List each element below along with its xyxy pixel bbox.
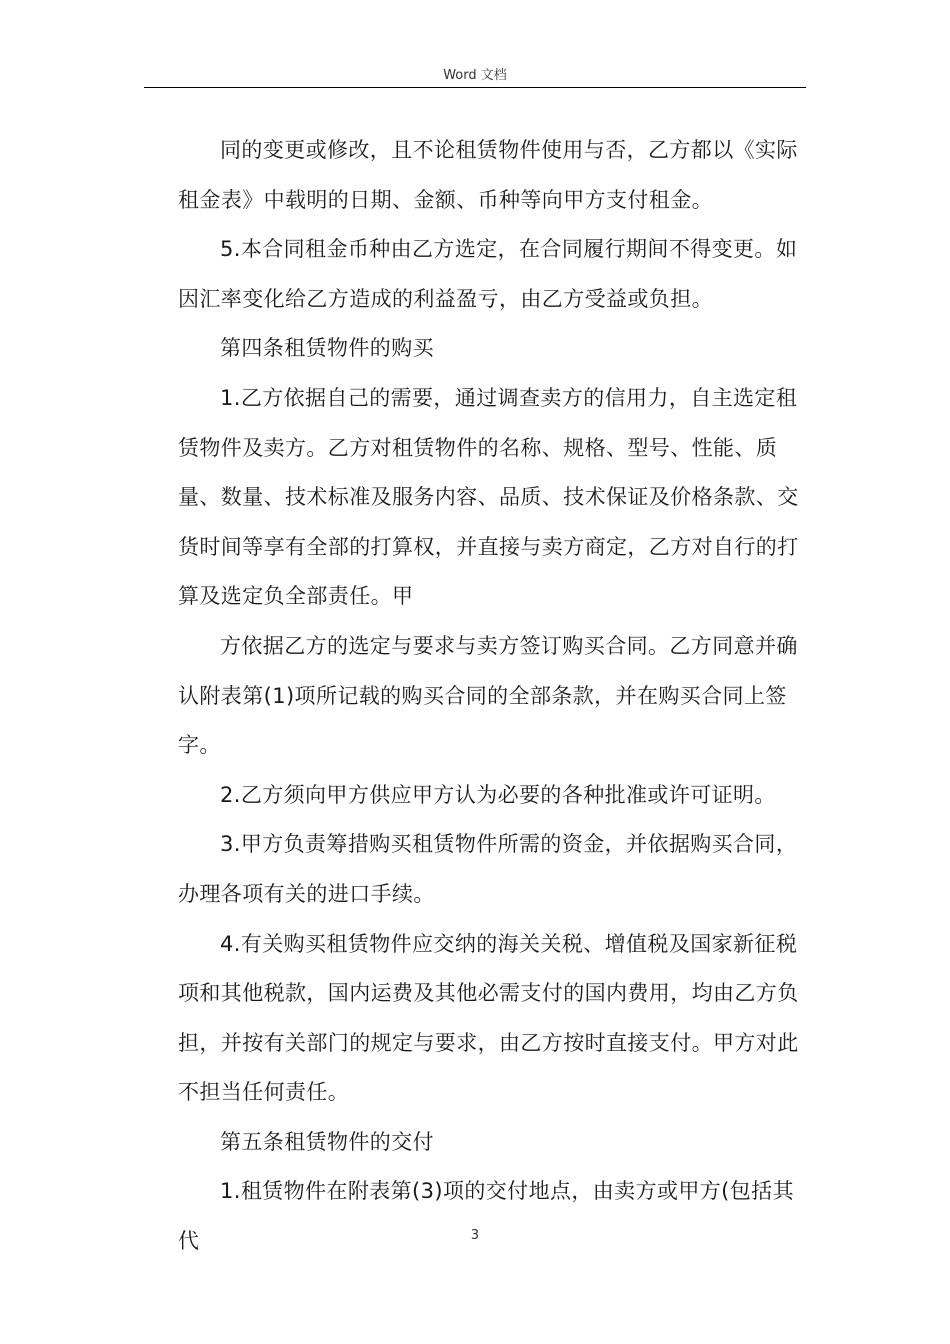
page-header-title: Word 文档 [443, 68, 507, 83]
header-divider [144, 87, 806, 88]
paragraph: 1.租赁物件在附表第(3)项的交付地点，由卖方或甲方(包括其代 [178, 1179, 794, 1254]
paragraph: 3.甲方负责筹措购买租赁物件所需的资金，并依据购买合同，办理各项有关的进口手续。 [178, 832, 798, 906]
paragraph: 方依据乙方的选定与要求与卖方签订购买合同。乙方同意并确认附表第(1)项所记载的购买合同的全部条款，并在购买合同上签字。 [178, 633, 798, 758]
paragraph: 2.乙方须向甲方供应甲方认为必要的各种批准或许可证明。 [220, 782, 776, 807]
section-heading: 第四条租赁物件的购买 [220, 336, 434, 361]
paragraph: 5.本合同租金币种由乙方选定，在合同履行期间不得变更。如因汇率变化给乙方造成的利益盈亏，由乙方受益或负担。 [178, 237, 798, 311]
paragraph: 4.有关购买租赁物件应交纳的海关关税、增值税及国家新征税项和其他税款，国内运费及其他必需支付的国内费用，均由乙方负担，并按有关部门的规定与要求，由乙方按时直接支付。甲方对此不担当任何责任。 [178, 931, 799, 1105]
page-number: 3 [470, 1228, 480, 1243]
paragraph: 同的变更或修改，且不论租赁物件使用与否，乙方都以《实际租金表》中载明的日期、金额、币种等向甲方支付租金。 [178, 138, 798, 212]
document-body [178, 126, 808, 1267]
section-heading: 第五条租赁物件的交付 [220, 1129, 434, 1154]
paragraph: 1.乙方依据自己的需要，通过调查卖方的信用力，自主选定租赁物件及卖方。乙方对租赁物件的名称、规格、型号、性能、质量、数量、技术标准及服务内容、品质、技术保证及价格条款、交货时间等享有全部的打算权，并直接与卖方商定，乙方对自行的打算及选定负全部责任。甲 [178, 385, 799, 609]
